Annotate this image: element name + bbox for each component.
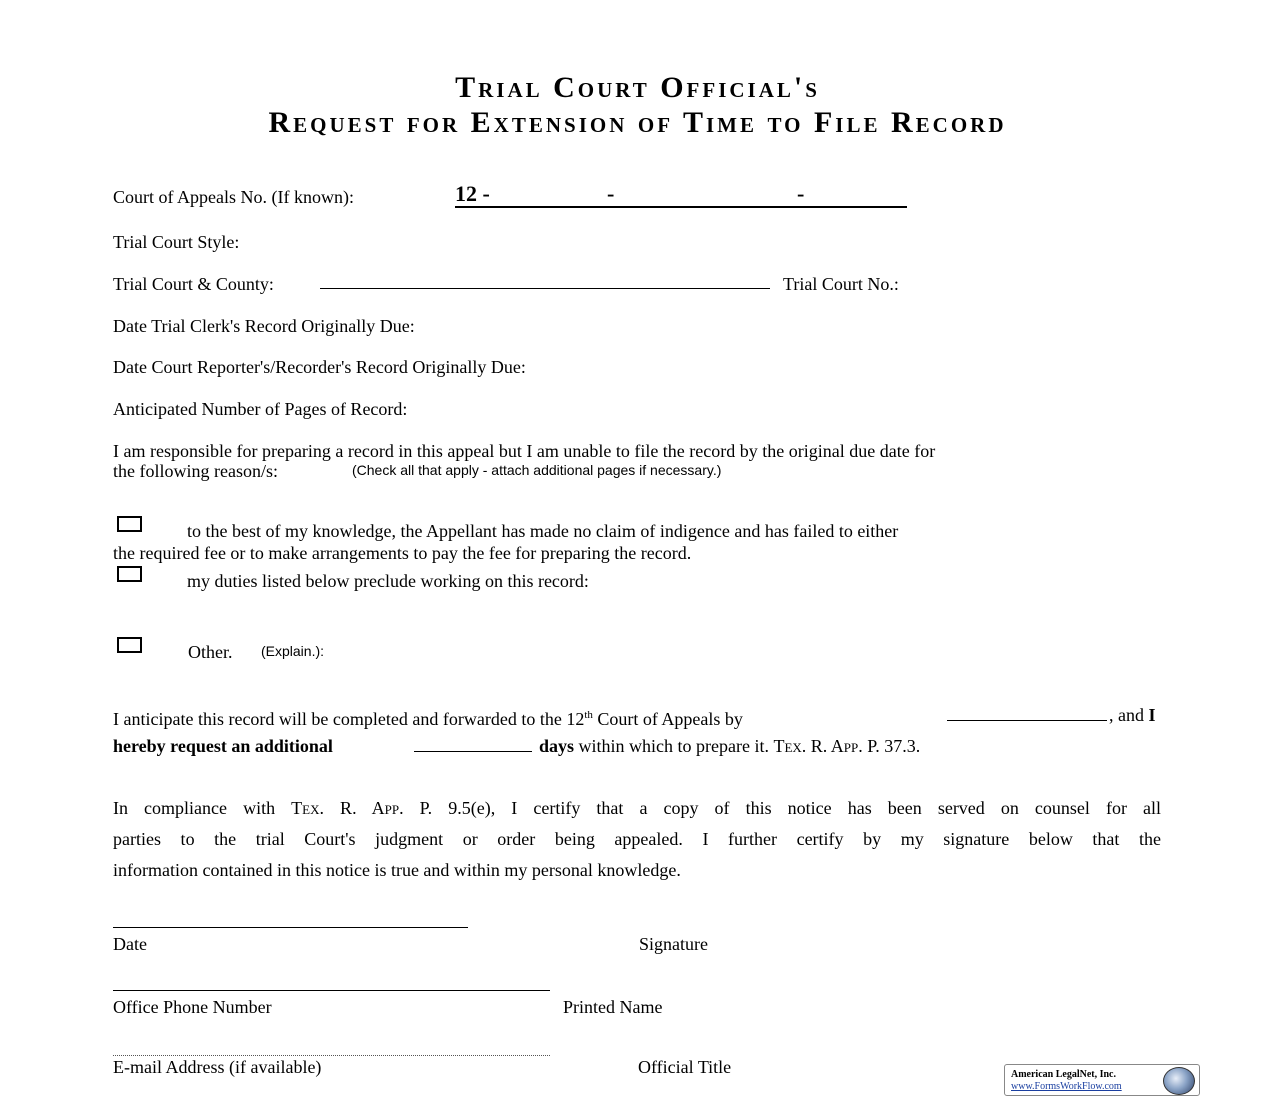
anticipate-line2-rest [539, 735, 920, 757]
form-title-line1: Trial Court Official's [455, 71, 820, 104]
trial-court-number-label: Trial Court No.: [783, 274, 899, 294]
email-label: E-mail Address (if available) [113, 1057, 322, 1077]
date-label: Date [113, 934, 147, 954]
rule-reference: Tex. R. App. P. [773, 736, 880, 756]
indigence-text-line1: to the best of my knowledge, the Appellant has made no claim of indigence and has failed to either [187, 521, 899, 541]
form-title-line2: Request for Extension of Time to File Record [268, 106, 1007, 139]
printed-name-label: Printed Name [563, 997, 663, 1017]
compliance-line1 [113, 793, 1161, 824]
reason-intro-line2: the following reason/s: [113, 461, 278, 481]
anticipate-bold-i: I [1148, 705, 1156, 725]
compliance-line3: information contained in this notice is true and within my personal knowledge. [113, 860, 681, 880]
logo-company-name: American LegalNet, Inc. [1011, 1069, 1116, 1080]
duties-text: my duties listed below preclude working on this record: [187, 571, 589, 591]
anticipate-superscript: th [584, 709, 593, 721]
logo-url-link[interactable]: www.FormsWorkFlow.com [1011, 1081, 1122, 1092]
signature-label: Signature [639, 934, 708, 954]
appeals-number-label: Court of Appeals No. (If known): [113, 187, 354, 207]
completion-date-field[interactable] [947, 720, 1107, 721]
compliance-rest-line1: 9.5(e), I certify that a copy of this notice has been served on counsel for all [432, 798, 1162, 818]
rule-number: 37.3. [884, 736, 921, 756]
trial-court-county-field[interactable] [320, 288, 770, 289]
globe-icon [1163, 1067, 1195, 1095]
compliance-start: In compliance with [113, 798, 276, 818]
anticipate-text-3 [1109, 704, 1156, 726]
compliance-line2: parties to the trial Court's judgment or order being appealed. I further certify by my signature below that the [113, 829, 1161, 849]
appeals-number-field[interactable] [455, 182, 907, 208]
case-prefix: 12 - [455, 181, 490, 206]
additional-days-field[interactable] [414, 751, 532, 752]
trial-court-style-label: Trial Court Style: [113, 232, 240, 252]
forms-workflow-logo[interactable] [1004, 1064, 1200, 1096]
case-dash-2: - [797, 181, 805, 206]
reason-intro-line1: I am responsible for preparing a record in this appeal but I am unable to file the record by the original due date for [113, 441, 936, 461]
reporter-record-due-label: Date Court Reporter's/Recorder's Record Originally Due: [113, 357, 526, 377]
phone-label: Office Phone Number [113, 997, 272, 1017]
case-dash-1: - [607, 181, 615, 206]
days-label: days [539, 736, 575, 756]
other-checkbox[interactable] [117, 637, 142, 653]
anticipate-text-1: I anticipate this record will be completed and forwarded to the 12 [113, 709, 585, 729]
compliance-rule: Tex. R. App. P. [291, 798, 433, 818]
duties-checkbox[interactable] [117, 566, 142, 582]
anticipate-line1 [113, 704, 743, 730]
other-label: Other. [188, 642, 233, 662]
indigence-text-line2: the required fee or to make arrangements to pay the fee for preparing the record. [113, 543, 692, 563]
clerk-record-due-label: Date Trial Clerk's Record Originally Due: [113, 316, 415, 336]
anticipate-and: , and [1109, 705, 1144, 725]
phone-line[interactable] [113, 990, 550, 991]
compliance-paragraph [113, 793, 1161, 886]
reason-intro-note: (Check all that apply - attach additional pages if necessary.) [352, 462, 722, 478]
anticipate-text-4: within which to prepare it. [574, 736, 769, 756]
other-explain-note: (Explain.): [261, 643, 325, 659]
date-signature-line[interactable] [113, 927, 468, 928]
request-additional-label: hereby request an additional [113, 736, 333, 756]
anticipate-text-2: Court of Appeals by [592, 709, 743, 729]
trial-court-county-label: Trial Court & County: [113, 274, 274, 294]
anticipated-pages-label: Anticipated Number of Pages of Record: [113, 399, 408, 419]
official-title-label: Official Title [638, 1057, 732, 1077]
indigence-checkbox[interactable] [117, 516, 142, 532]
